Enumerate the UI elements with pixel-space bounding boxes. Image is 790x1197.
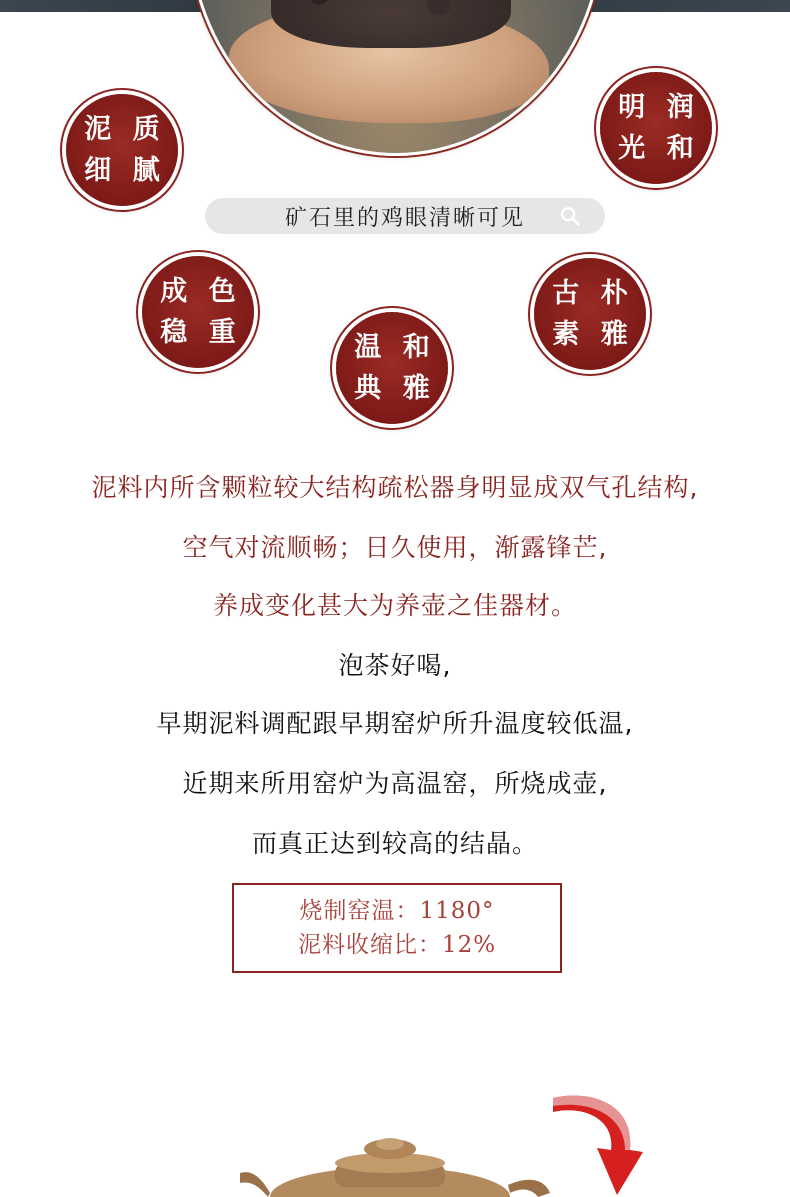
caption-pill [205,198,605,234]
badge-line: 稳 重 [160,317,242,348]
badge-line: 素 雅 [552,319,634,350]
badge-line: 古 朴 [552,278,634,309]
description-line: 泥料内所含颗粒较大结构疏松器身明显成双气孔结构, [91,473,699,502]
search-icon [559,205,581,227]
badge-color [142,256,254,368]
badge-line: 明 润 [618,92,700,123]
badge-line: 细 腻 [84,155,166,186]
red-arrow-icon [545,1090,665,1197]
description-line: 而真正达到较高的结晶。 [251,829,538,858]
badge-luster [600,72,712,184]
badge-texture [66,94,178,206]
badge-line: 光 和 [618,133,700,164]
badge-line: 成 色 [160,276,242,307]
firing-temp-text: 烧制窑温：1180° [299,898,495,924]
teapot-section [0,1060,790,1197]
badge-elegant [336,312,448,424]
badge-line: 泥 质 [84,114,166,145]
description-line: 空气对流顺畅；日久使用，渐露锋芒, [182,533,608,562]
badge-line: 温 和 [354,332,436,363]
teapot-image [240,1135,550,1197]
description-line: 近期来所用窑炉为高温窑，所烧成壶, [182,769,608,798]
description-line: 泡茶好喝, [338,651,452,680]
shrink-ratio-text: 泥料收缩比：12% [297,932,497,958]
caption-text: 矿石里的鸡眼清晰可见 [284,205,525,231]
spec-box [232,883,562,973]
badge-simple [534,258,646,370]
description-line: 早期泥料调配跟早期窑炉所升温度较低温, [156,709,634,738]
description-line: 养成变化甚大为养壶之佳器材。 [212,591,577,620]
ore-photo [188,0,604,156]
badge-line: 典 雅 [354,373,436,404]
